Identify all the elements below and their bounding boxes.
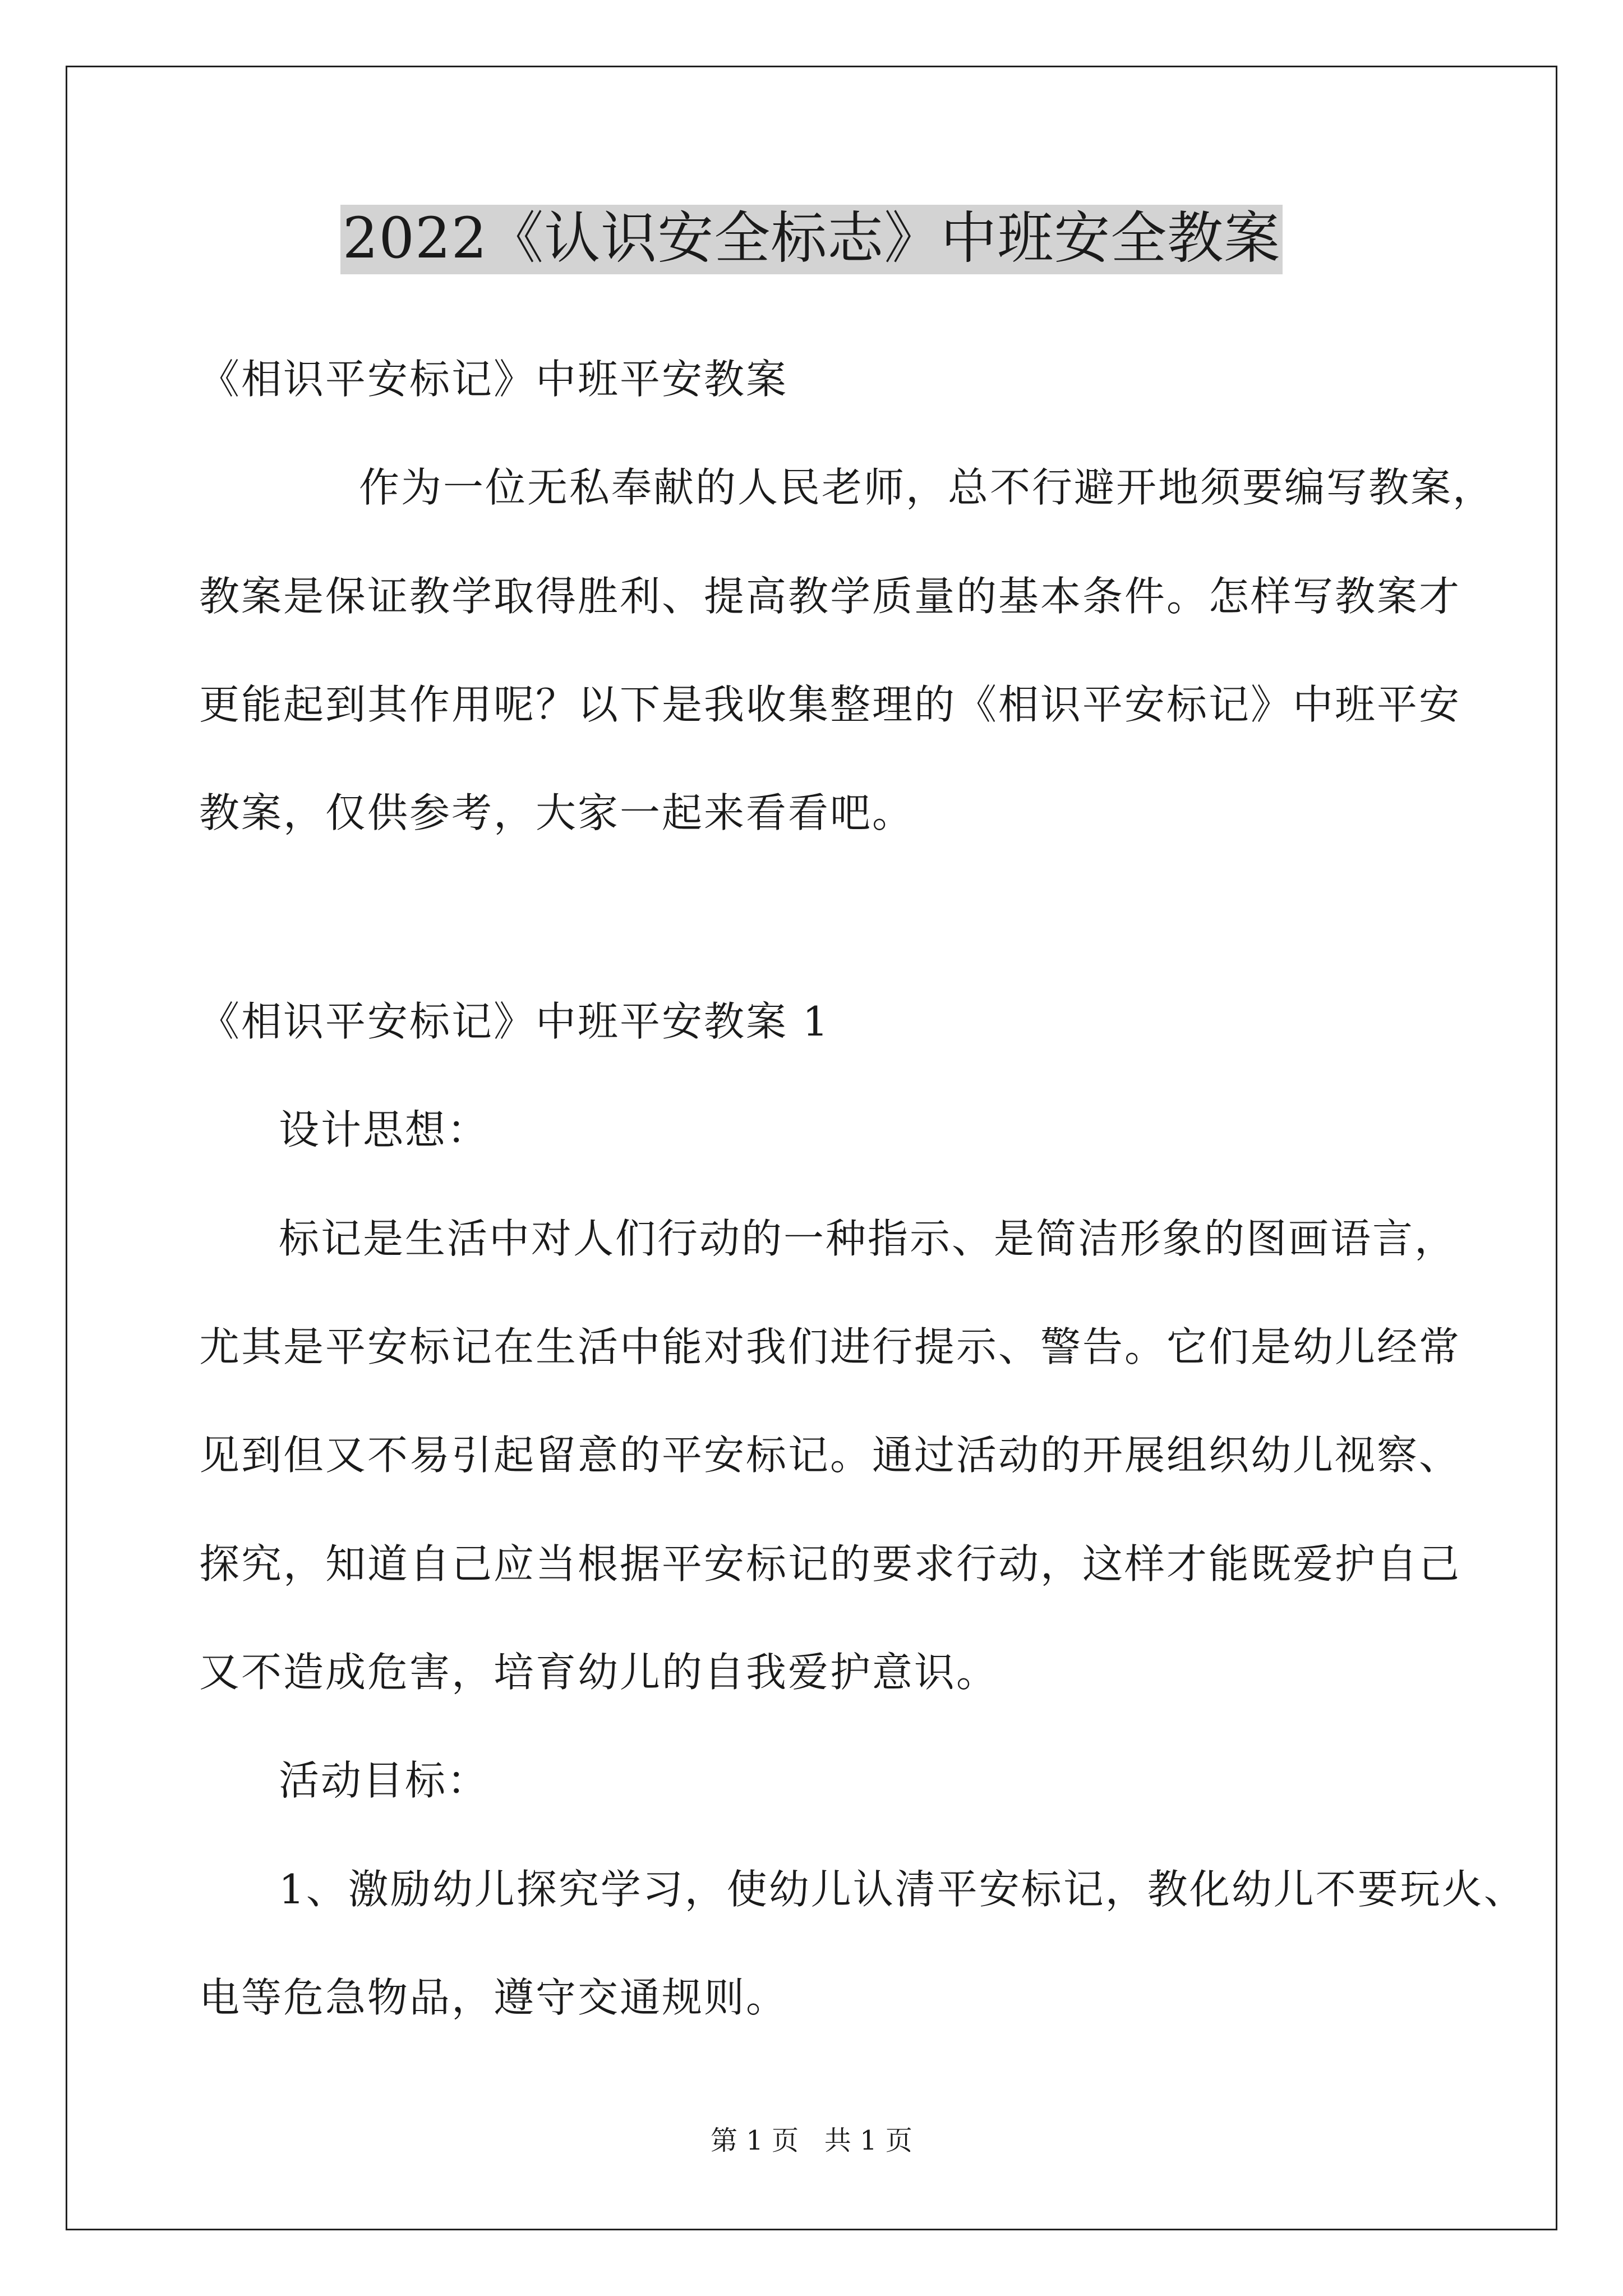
paragraph-line: 又不造成危害，培育幼儿的自我爱护意识。 [199, 1649, 999, 1696]
paragraph-line: 作为一位无私奉献的人民老师，总不行避开地须要编写教案， [359, 464, 1495, 511]
document-title [0, 205, 1623, 274]
section-heading-intro: 《相识平安标记》中班平安教案 [199, 356, 789, 403]
section-heading-1: 《相识平安标记》中班平安教案 1 [199, 998, 830, 1045]
document-title-text: 2022《认识安全标志》中班安全教案 [340, 205, 1283, 274]
paragraph-line: 更能起到其作用呢？以下是我收集整理的《相识平安标记》中班平安 [199, 681, 1461, 728]
paragraph-line: 教案，仅供参考，大家一起来看看吧。 [199, 789, 915, 836]
paragraph-line: 教案是保证教学取得胜利、提高教学质量的基本条件。怎样写教案才 [199, 573, 1461, 620]
paragraph-line: 见到但又不易引起留意的平安标记。通过活动的开展组织幼儿视察、 [199, 1432, 1461, 1479]
paragraph-line: 标记是生活中对人们行动的一种指示、是简洁形象的图画语言， [279, 1215, 1457, 1262]
page-footer: 第 1 页 共 1 页 [711, 2125, 912, 2156]
paragraph-line: 尤其是平安标记在生活中能对我们进行提示、警告。它们是幼儿经常 [199, 1323, 1461, 1370]
subheading-design-idea: 设计思想： [279, 1106, 490, 1153]
subheading-activity-goals: 活动目标： [279, 1757, 490, 1804]
list-item-line: 电等危急物品，遵守交通规则。 [199, 1974, 789, 2021]
list-item-line: 1、激励幼儿探究学习，使幼儿认清平安标记，教化幼儿不要玩火、 [279, 1866, 1526, 1913]
paragraph-line: 探究，知道自己应当根据平安标记的要求行动，这样才能既爱护自己 [199, 1540, 1461, 1588]
